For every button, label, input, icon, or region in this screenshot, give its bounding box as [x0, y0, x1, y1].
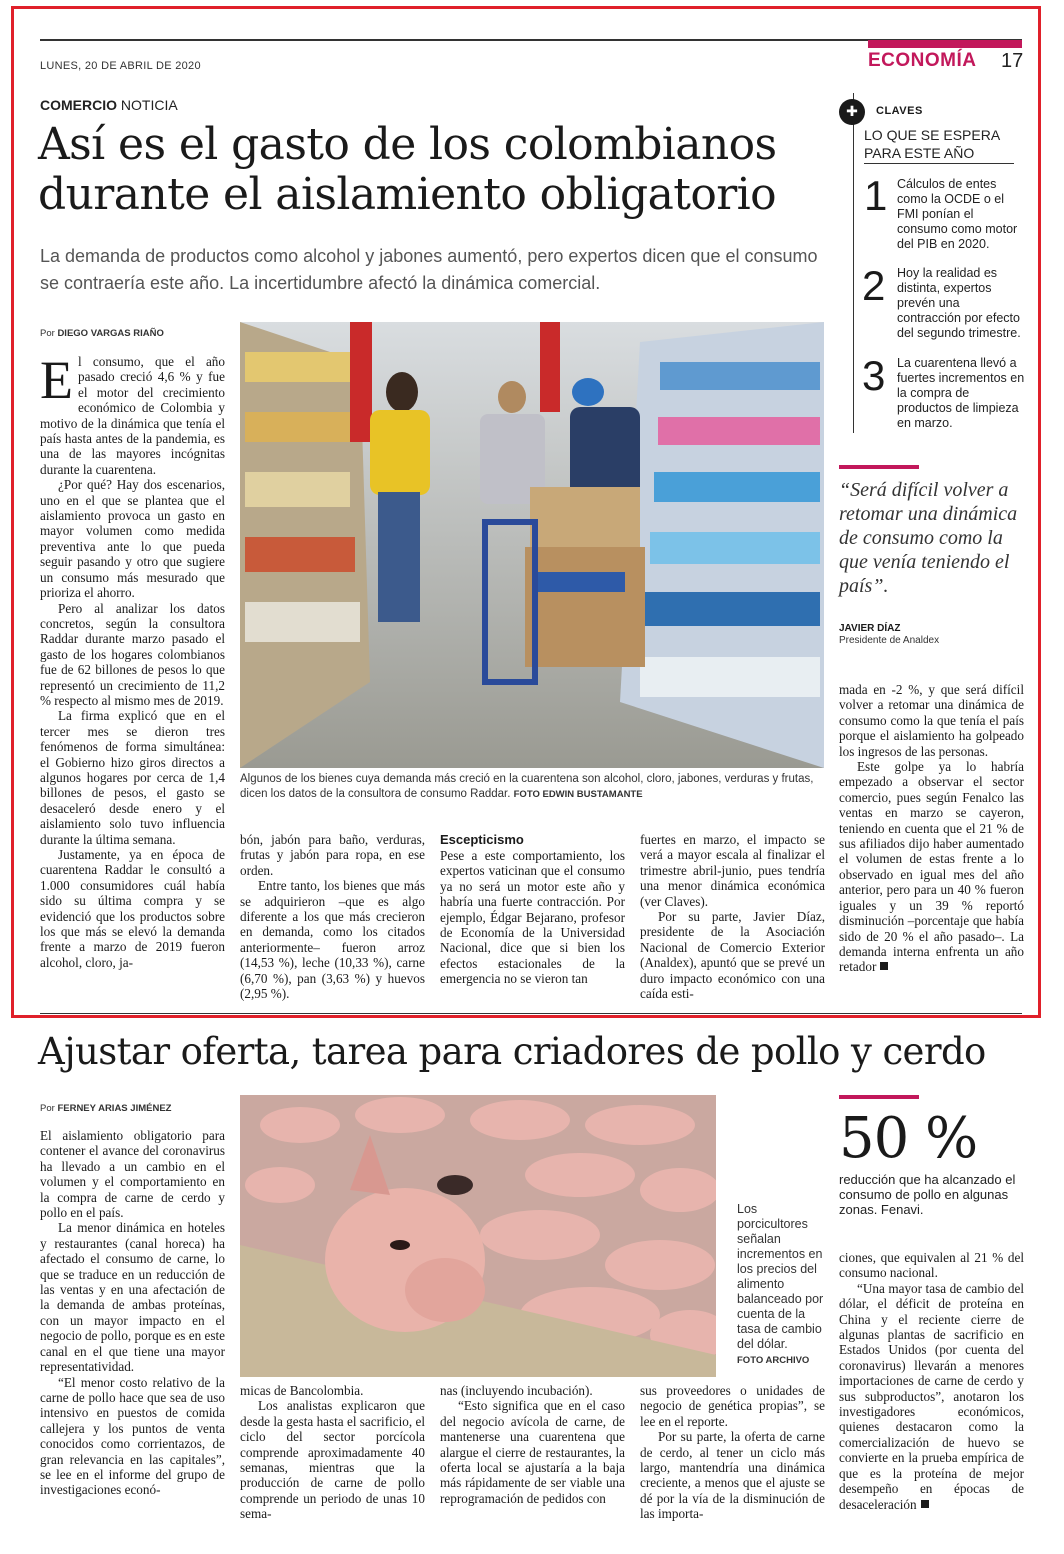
- paragraph: Justamente, ya en época de cuarentena Raddar le consultó a 1.000 consumidores cuál había sido su última compra y se evidenció que los productos sobre los que más se elevó la demanda frente a marzo de 2019 fueron alcohol, cloro, ja-: [40, 847, 225, 970]
- article2-col3: [440, 1383, 625, 1506]
- paragraph: micas de Bancolombia.: [240, 1383, 364, 1398]
- paragraph: nas (incluyendo incubación).: [440, 1383, 593, 1398]
- key-number-1: 1: [864, 172, 888, 219]
- quote-author-role: Presidente de Analdex: [839, 635, 940, 646]
- article1-kicker: [40, 97, 178, 113]
- paragraph: ciones, que equivalen al 21 % del consumo nacional.: [839, 1250, 1024, 1281]
- article1-photo-caption: [240, 772, 824, 802]
- byline-name: FERNEY ARIAS JIMÉNEZ: [57, 1103, 172, 1114]
- claves-icon: ✚: [839, 99, 865, 125]
- paragraph: La firma explicó que en el tercer mes se dieron tres fenómenos de forma simultánea: el Gobierno hizo giros directos a algunos hogares por cerca de 1,4 billones de pesos, el gasto se desaceleró desde enero y el aislamiento solo tuvo influencia durante la última semana.: [40, 708, 225, 847]
- article2-col5: [839, 1250, 1024, 1512]
- article2-col2: [240, 1383, 425, 1522]
- paragraph: Los analistas explicaron que desde la gesta hasta el sacrificio, el ciclo del sector porcícola comprende aproximadamente 40 semanas, mientras que la producción de carne de pollo comprende un periodo de unas 10 sema-: [240, 1398, 425, 1522]
- supermarket-photo: [240, 322, 824, 768]
- article2-col1: [40, 1128, 225, 1498]
- article1-col2: [240, 832, 425, 1001]
- article1-col1: [40, 350, 225, 970]
- stat-accent-bar: [839, 1095, 919, 1099]
- byline-prefix: Por: [40, 1103, 58, 1114]
- paragraph: “El menor costo relativo de la carne de pollo hace que sea de uso intensivo en puestos de comida callejera y los puntos de venta conocidos como corrientazos, de gran relevancia en las capitales”, se lee en el informe del grupo de investigaciones econó-: [40, 1374, 225, 1498]
- paragraph: bón, jabón para baño, verduras, frutas y jabón para ropa, en ese orden.: [240, 832, 425, 878]
- dropcap: E: [40, 350, 73, 410]
- issue-date: LUNES, 20 DE ABRIL DE 2020: [40, 60, 201, 72]
- key-number-2: 2: [862, 262, 886, 309]
- paragraph: Pese a este comportamiento, los expertos vaticinan que el consumo ya no será un motor este año y habría una fuerte contracción. Por ejemplo, Édgar Bejarano, profesor de Economía de la Universidad Nacional, dice que si bien los efectos estacionales de la emergencia no se vieron tan: [440, 848, 625, 987]
- paragraph: La menor dinámica en hoteles y restaurantes (canal horeca) ha afectado el consumo de carne, lo que se traduce en un reducción de las ventas y en una afectación de la demanda de ambas proteínas, con un mayor impacto en el negocio de pollo, porque es en este canal en el que tiene una mayor representatividad.: [40, 1220, 225, 1375]
- end-mark-icon: [921, 1500, 929, 1508]
- section-name: ECONOMÍA: [868, 50, 977, 71]
- byline-name: DIEGO VARGAS RIAÑO: [57, 328, 164, 339]
- article2-headline: Ajustar oferta, tarea para criadores de pollo y cerdo: [38, 1030, 986, 1073]
- paragraph: “Una mayor tasa de cambio del dólar, el déficit de proteína en China y el reciente cierre de algunas plantas de sacrificio en Estados Unidos (por cuenta del coronavirus) llevarán a menores importaciones de carne de cerdo y sus subproductos”, anotaron los investigadores económicos, quienes destacaron como la comercialización de huevo se convierte en la prueba empírica de que es la proteína de mejor desempeño en épocas de desaceleración: [839, 1280, 1024, 1512]
- end-mark-icon: [880, 962, 888, 970]
- kicker-bold: COMERCIO: [40, 97, 117, 113]
- article2-byline: [40, 1103, 171, 1114]
- claves-label: CLAVES: [876, 105, 923, 117]
- paragraph: sus proveedores o unidades de negocio de genética propias”, se lee en el reporte.: [640, 1383, 825, 1429]
- claves-divider: [853, 93, 854, 433]
- byline-prefix: Por: [40, 328, 58, 339]
- stat-description: reducción que ha alcanzado el consumo de pollo en algunas zonas. Fenavi.: [839, 1172, 1016, 1217]
- photo-credit: FOTO EDWIN BUSTAMANTE: [513, 789, 643, 800]
- article1-byline: [40, 328, 164, 339]
- pull-quote: “Será difícil volver a retomar una dinámica de consumo como la que venía teniendo el país”.: [839, 479, 1018, 597]
- key-text-1: Cálculos de entes como la OCDE o el FMI ponían el consumo como motor del PIB en 2020.: [897, 177, 1018, 251]
- paragraph: ¿Por qué? Hay dos escenarios, uno en el que se plantea que el aislamiento provoca un gasto en mayor volumen como medida preventiva ante lo que pueda seguir pasando y otro que sugiere un consumo más mesurado que prioriza el ahorro.: [40, 477, 225, 601]
- article-separator: [40, 1013, 1022, 1014]
- section-color-bar: [868, 40, 1022, 48]
- paragraph: “Esto significa que en el caso del negocio avícola de carne, de mantenerse una cuarentena que alargue el cierre de restaurantes, la oferta local se ajustaría a la baja más rápidamente de ser viable una reprogramación de pedidos con: [440, 1398, 625, 1506]
- paragraph: El aislamiento obligatorio para contener el avance del coronavirus ha llevado a un cambio en el volumen y el comportamiento en la compra de carne de cerdo y pollo en el país.: [40, 1128, 225, 1221]
- subhead-escepticismo: Escepticismo: [440, 832, 524, 847]
- paragraph: Este golpe ya lo habría empezado a observar el sector comercio, pues según Fenalco las ventas en marzo se cayeron, teniendo en cuenta que el 21 % de sus afiliados dijo haber aumentado el volumen de estas frente a lo observado en igual mes del año anterior, pero para un 40 % fueron iguales y un 39 % reportó disminución –porcentaje que había sido de 20 % el año pasado–. La demanda interna enfrenta un año retador: [839, 759, 1024, 975]
- claves-underline: [864, 163, 1014, 164]
- paragraph: mada en -2 %, y que será difícil volver a retomar una dinámica de consumo como la que tenía el país porque el aislamiento ha golpeado los ingresos de las personas.: [839, 682, 1024, 759]
- paragraph: fuertes en marzo, el impacto se verá a mayor escala al finalizar el trimestre abril-junio, pues tendría una menor dinámica económica (ver Claves).: [640, 832, 825, 909]
- article2-col4: [640, 1383, 825, 1522]
- article2-photo-caption: [737, 1202, 827, 1367]
- quote-author: JAVIER DÍAZ: [839, 623, 901, 634]
- caption-text: Algunos de los bienes cuya demanda más creció en la cuarentena son alcohol, cloro, jabones, verduras y frutas, dicen los datos de la consultora de consumo Raddar.: [240, 773, 814, 800]
- paragraph: Por su parte, Javier Díaz, presidente de la Asociación Nacional de Comercio Exterior (Analdex), apuntó que se prevé un duro impacto económico con una caída esti-: [640, 909, 825, 1002]
- pig-farm-photo: [240, 1095, 716, 1377]
- paragraph: El consumo, que el año pasado creció 4,6 % y fue el motor del crecimiento económico de Colombia y motivo de la dinámica que tenía el país hasta antes de la pandemia, es una de las mayores incógnitas durante la cuarentena.: [40, 350, 225, 477]
- article1-headline: Así es el gasto de los colombianos durante el aislamiento obligatorio: [38, 119, 777, 220]
- stat-number: 50 %: [839, 1106, 978, 1171]
- key-text-3: La cuarentena llevó a fuertes incrementos en la compra de productos de limpieza en marzo.: [897, 356, 1025, 430]
- article1-col5: [839, 682, 1024, 975]
- kicker-rest: NOTICIA: [117, 97, 178, 113]
- paragraph: Por su parte, la oferta de carne de cerdo, al tener un ciclo más largo, mantendría una dinámica creciente, a menos que el ajuste se dé por la vía de la disminución de las importa-: [640, 1429, 825, 1522]
- paragraph: Pero al analizar los datos concretos, según la consultora Raddar durante marzo pasado el gasto de los hogares colombianos fue de 62 billones de pesos lo que representó un crecimiento de 11,2 % respecto al mismo mes de 2019.: [40, 600, 225, 708]
- article1-col4: [640, 832, 825, 1001]
- page-number: 17: [1001, 50, 1024, 72]
- key-text-2: Hoy la realidad es distinta, expertos prevén una contracción por efecto del segundo trimestre.: [897, 266, 1021, 340]
- article1-col3: [440, 832, 625, 987]
- article1-deck: La demanda de productos como alcohol y jabones aumentó, pero expertos dicen que el consumo se contraería este año. La incertidumbre afectó la dinámica comercial.: [40, 246, 818, 293]
- photo-credit: FOTO ARCHIVO: [737, 1355, 810, 1366]
- claves-title: LO QUE SE ESPERA PARA ESTE AÑO: [864, 127, 1000, 161]
- paragraph: Entre tanto, los bienes que más se adquirieron –que es algo diferente a los que más crecieron en demanda, como los citados anteriormente– fueron arroz (14,53 %), leche (10,33 %), carne (6,70 %), pan (3,63 %) y huevos (2,95 %).: [240, 878, 425, 1002]
- key-number-3: 3: [862, 352, 886, 399]
- caption-text: Los porcicultores señalan incrementos en los precios del alimento balanceado por cuenta de la tasa de cambio del dólar.: [737, 1202, 824, 1351]
- quote-accent-bar: [839, 465, 919, 469]
